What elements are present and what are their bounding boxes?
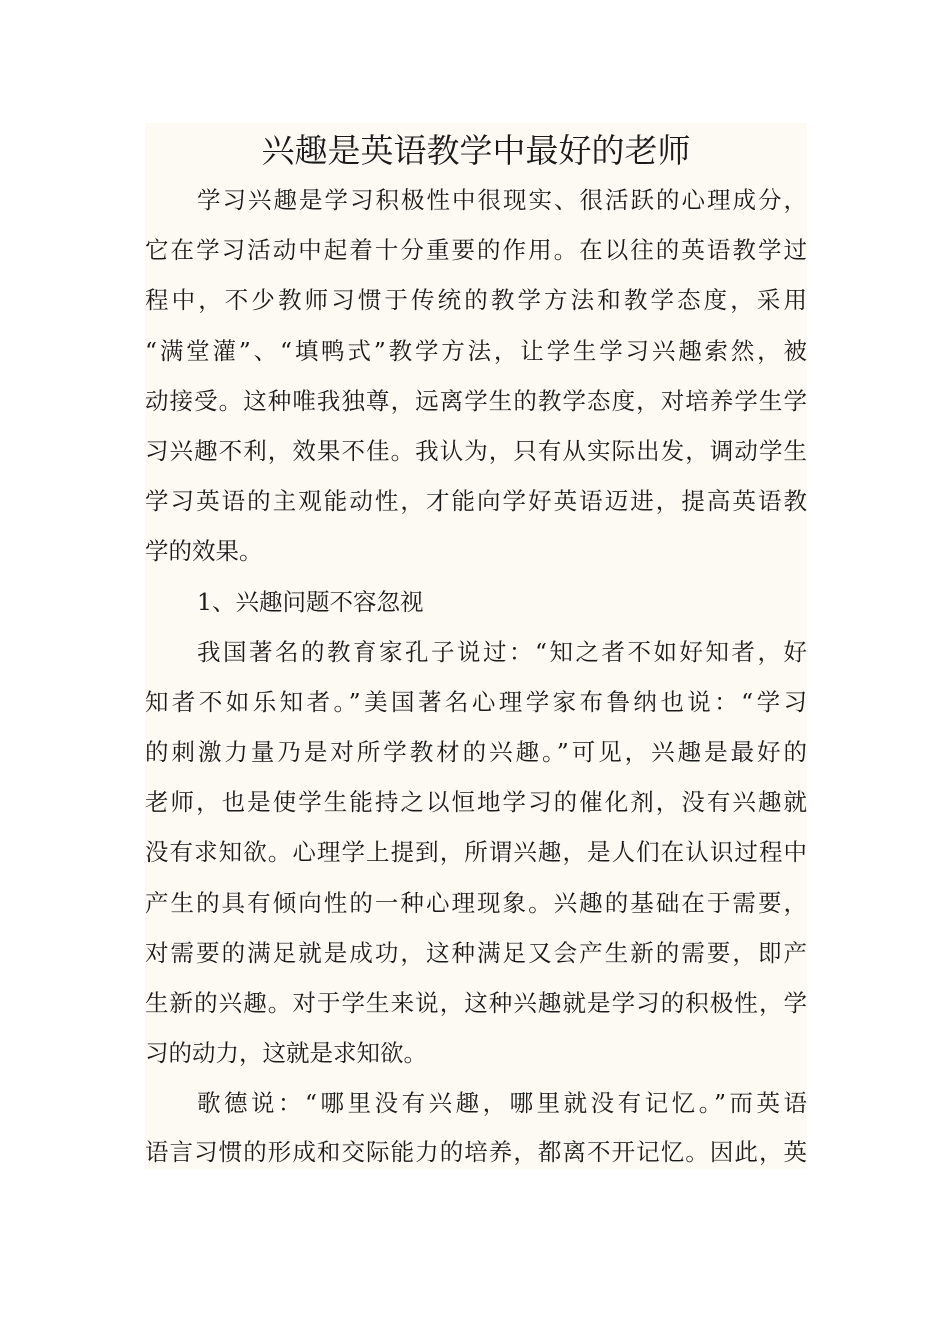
- paragraph-line: 老师，也是使学生能持之以恒地学习的催化剂，没有兴趣就: [145, 788, 807, 816]
- paragraph-line: 的刺激力量乃是对所学教材的兴趣。”可见，兴趣是最好的: [145, 738, 807, 766]
- paragraph-line: 习的动力，这就是求知欲。: [145, 1039, 427, 1067]
- paragraph-line: 学习英语的主观能动性，才能向学好英语迈进，提高英语教: [145, 487, 807, 515]
- paragraph-line: 知者不如乐知者。”美国著名心理学家布鲁纳也说：“学习: [145, 688, 807, 716]
- paragraph-line: 歌德说：“哪里没有兴趣，哪里就没有记忆。”而英语: [197, 1089, 807, 1117]
- paragraph-line: 我国著名的教育家孔子说过：“知之者不如好知者，好: [197, 638, 807, 666]
- paragraph-line: 语言习惯的形成和交际能力的培养，都离不开记忆。因此，英: [145, 1138, 807, 1166]
- paragraph-line: 习兴趣不利，效果不佳。我认为，只有从实际出发，调动学生: [145, 437, 807, 465]
- document-page: [145, 123, 807, 1169]
- paragraph-line: 对需要的满足就是成功，这种满足又会产生新的需要，即产: [145, 939, 807, 967]
- paragraph-line: 学的效果。: [145, 537, 263, 565]
- paragraph-line: “满堂灌”、“填鸭式”教学方法，让学生学习兴趣索然，被: [145, 337, 807, 365]
- paragraph-line: 生新的兴趣。对于学生来说，这种兴趣就是学习的积极性，学: [145, 989, 807, 1017]
- paragraph-line: 学习兴趣是学习积极性中很现实、很活跃的心理成分，: [197, 186, 807, 214]
- paragraph-line: 产生的具有倾向性的一种心理现象。兴趣的基础在于需要，: [145, 889, 807, 917]
- paragraph-line: 动接受。这种唯我独尊，远离学生的教学态度，对培养学生学: [145, 387, 807, 415]
- document-title: 兴趣是英语教学中最好的老师: [261, 131, 691, 170]
- paragraph-line: 它在学习活动中起着十分重要的作用。在以往的英语教学过: [145, 236, 807, 264]
- paragraph-line: 没有求知欲。心理学上提到，所谓兴趣，是人们在认识过程中: [145, 838, 807, 866]
- section-heading: 1、兴趣问题不容忽视: [197, 588, 424, 616]
- paragraph-line: 程中，不少教师习惯于传统的教学方法和教学态度，采用: [145, 286, 807, 314]
